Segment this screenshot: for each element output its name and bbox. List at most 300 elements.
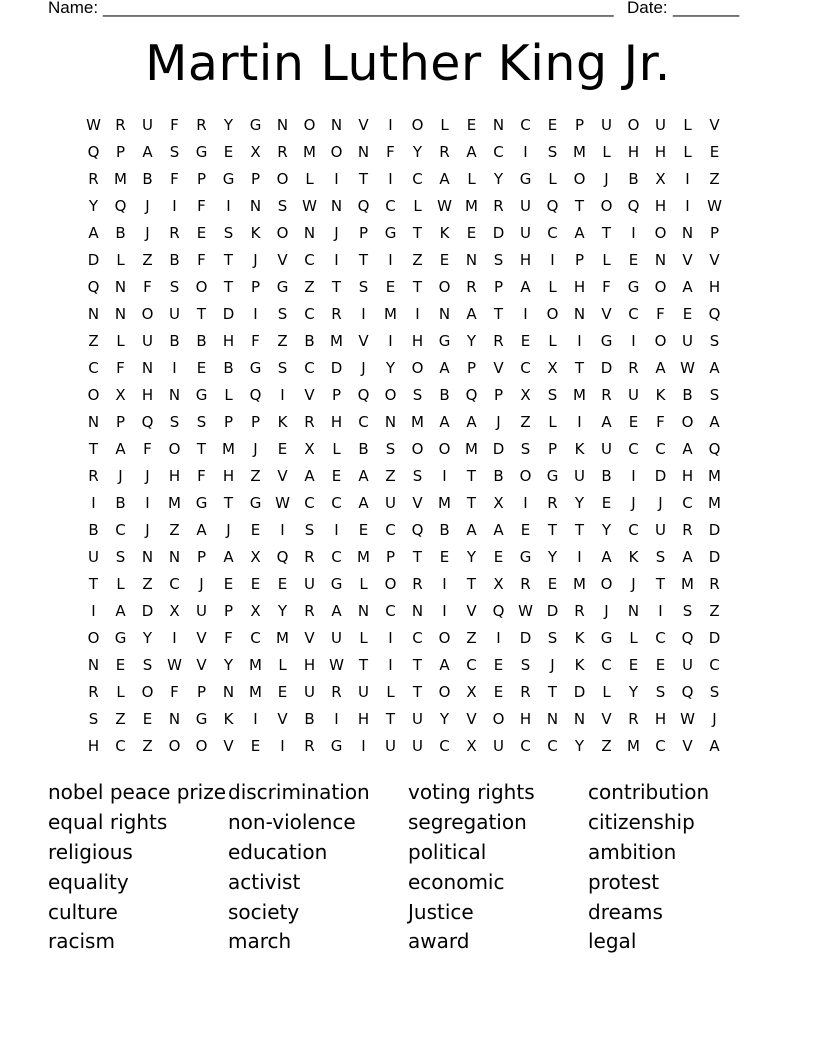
grid-letter[interactable]: Y	[628, 683, 639, 701]
grid-letter[interactable]: N	[141, 548, 154, 566]
grid-letter[interactable]: C	[331, 548, 342, 566]
grid-letter[interactable]: O	[627, 116, 640, 134]
grid-letter[interactable]: U	[493, 737, 504, 755]
grid-letter[interactable]: B	[493, 467, 504, 485]
grid-letter[interactable]: E	[655, 656, 666, 674]
grid-letter[interactable]: V	[466, 710, 477, 728]
grid-letter[interactable]: N	[411, 602, 424, 620]
grid-letter[interactable]: W	[329, 656, 344, 674]
grid-letter[interactable]: L	[359, 575, 368, 593]
grid-letter[interactable]: X	[466, 683, 477, 701]
grid-letter[interactable]: Q	[708, 440, 721, 458]
grid-letter[interactable]: I	[253, 710, 258, 728]
grid-letter[interactable]: D	[222, 305, 235, 323]
grid-letter[interactable]: T	[412, 548, 423, 566]
grid-letter[interactable]: R	[439, 143, 450, 161]
grid-letter[interactable]: B	[88, 521, 99, 539]
grid-letter[interactable]: E	[628, 656, 639, 674]
grid-letter[interactable]: G	[195, 494, 208, 512]
grid-letter[interactable]: H	[708, 278, 721, 296]
grid-letter[interactable]: Z	[304, 278, 315, 296]
grid-letter[interactable]: E	[358, 521, 369, 539]
grid-letter[interactable]: V	[223, 737, 234, 755]
grid-letter[interactable]: U	[88, 548, 99, 566]
grid-letter[interactable]: A	[358, 494, 369, 512]
grid-letter[interactable]: O	[411, 359, 424, 377]
grid-letter[interactable]: M	[573, 143, 586, 161]
grid-letter[interactable]: F	[602, 278, 611, 296]
grid-letter[interactable]: R	[304, 413, 315, 431]
grid-letter[interactable]: O	[303, 116, 316, 134]
grid-letter[interactable]: H	[654, 710, 667, 728]
grid-letter[interactable]: U	[574, 467, 585, 485]
grid-letter[interactable]: I	[577, 332, 582, 350]
grid-letter[interactable]: L	[359, 629, 368, 647]
grid-letter[interactable]: N	[465, 251, 478, 269]
grid-letter[interactable]: N	[168, 386, 181, 404]
grid-letter[interactable]: N	[681, 224, 694, 242]
grid-letter[interactable]: I	[145, 494, 150, 512]
grid-letter[interactable]: W	[707, 197, 722, 215]
grid-letter[interactable]: I	[280, 737, 285, 755]
grid-letter[interactable]: V	[412, 494, 423, 512]
grid-letter[interactable]: I	[361, 305, 366, 323]
grid-letter[interactable]: R	[88, 683, 99, 701]
grid-letter[interactable]: K	[439, 224, 450, 242]
grid-letter[interactable]: T	[358, 170, 369, 188]
grid-letter[interactable]: G	[195, 143, 208, 161]
grid-letter[interactable]: U	[655, 521, 666, 539]
grid-letter[interactable]: M	[681, 575, 694, 593]
grid-letter[interactable]: T	[412, 656, 423, 674]
grid-letter[interactable]: S	[412, 467, 423, 485]
grid-letter[interactable]: P	[196, 548, 207, 566]
grid-letter[interactable]: O	[411, 440, 424, 458]
grid-letter[interactable]: J	[631, 494, 636, 512]
grid-letter[interactable]: Q	[141, 413, 154, 431]
grid-letter[interactable]: E	[547, 116, 558, 134]
grid-letter[interactable]: A	[493, 521, 504, 539]
grid-letter[interactable]: C	[115, 521, 126, 539]
grid-letter[interactable]: G	[438, 332, 451, 350]
grid-letter[interactable]: Z	[412, 251, 423, 269]
grid-letter[interactable]: E	[520, 521, 531, 539]
grid-letter[interactable]: R	[628, 710, 639, 728]
grid-letter[interactable]: S	[277, 197, 288, 215]
grid-letter[interactable]: Y	[574, 737, 585, 755]
grid-letter[interactable]: A	[115, 440, 126, 458]
grid-letter[interactable]: U	[601, 116, 612, 134]
grid-letter[interactable]: W	[167, 656, 182, 674]
grid-letter[interactable]: G	[600, 332, 613, 350]
grid-letter[interactable]: I	[388, 629, 393, 647]
grid-letter[interactable]: G	[249, 116, 262, 134]
grid-letter[interactable]: T	[223, 278, 234, 296]
grid-letter[interactable]: K	[574, 440, 585, 458]
grid-letter[interactable]: S	[223, 224, 234, 242]
grid-letter[interactable]: I	[631, 332, 636, 350]
grid-letter[interactable]: S	[169, 143, 180, 161]
grid-letter[interactable]: M	[573, 575, 586, 593]
grid-letter[interactable]: H	[222, 467, 235, 485]
grid-letter[interactable]: M	[627, 737, 640, 755]
grid-letter[interactable]: Q	[492, 602, 505, 620]
grid-letter[interactable]: H	[168, 467, 181, 485]
grid-letter[interactable]: A	[709, 359, 720, 377]
grid-letter[interactable]: G	[627, 278, 640, 296]
grid-letter[interactable]: A	[466, 413, 477, 431]
grid-letter[interactable]: W	[680, 359, 695, 377]
grid-letter[interactable]: C	[520, 359, 531, 377]
grid-letter[interactable]: M	[303, 143, 316, 161]
grid-letter[interactable]: M	[114, 170, 127, 188]
grid-letter[interactable]: F	[656, 413, 665, 431]
grid-letter[interactable]: F	[116, 359, 125, 377]
grid-letter[interactable]: J	[253, 251, 258, 269]
grid-letter[interactable]: L	[467, 170, 476, 188]
grid-letter[interactable]: I	[280, 386, 285, 404]
grid-letter[interactable]: I	[577, 548, 582, 566]
grid-letter[interactable]: A	[439, 359, 450, 377]
grid-letter[interactable]: I	[172, 197, 177, 215]
grid-letter[interactable]: X	[466, 737, 477, 755]
grid-letter[interactable]: N	[249, 197, 262, 215]
grid-letter[interactable]: S	[196, 413, 207, 431]
grid-letter[interactable]: D	[330, 359, 343, 377]
grid-letter[interactable]: A	[682, 278, 693, 296]
grid-letter[interactable]: T	[574, 521, 585, 539]
grid-letter[interactable]: Q	[114, 197, 127, 215]
grid-letter[interactable]: T	[385, 710, 396, 728]
grid-letter[interactable]: B	[115, 224, 126, 242]
grid-letter[interactable]: R	[304, 602, 315, 620]
grid-letter[interactable]: S	[520, 656, 531, 674]
grid-letter[interactable]: Q	[87, 143, 100, 161]
grid-letter[interactable]: G	[546, 467, 559, 485]
grid-letter[interactable]: C	[520, 116, 531, 134]
grid-letter[interactable]: Z	[169, 521, 180, 539]
grid-letter[interactable]: E	[547, 575, 558, 593]
grid-letter[interactable]: F	[251, 332, 260, 350]
grid-letter[interactable]: B	[304, 710, 315, 728]
grid-letter[interactable]: L	[386, 683, 395, 701]
grid-letter[interactable]: S	[547, 629, 558, 647]
grid-letter[interactable]: N	[87, 656, 100, 674]
grid-letter[interactable]: C	[601, 656, 612, 674]
grid-letter[interactable]: I	[550, 251, 555, 269]
grid-letter[interactable]: G	[384, 224, 397, 242]
grid-letter[interactable]: Y	[439, 710, 450, 728]
grid-letter[interactable]: P	[358, 224, 369, 242]
grid-letter[interactable]: P	[466, 359, 477, 377]
grid-letter[interactable]: Y	[466, 332, 477, 350]
grid-letter[interactable]: U	[196, 602, 207, 620]
grid-letter[interactable]: S	[115, 548, 126, 566]
grid-letter[interactable]: U	[655, 116, 666, 134]
grid-letter[interactable]: F	[170, 170, 179, 188]
grid-letter[interactable]: B	[439, 386, 450, 404]
grid-letter[interactable]: U	[412, 737, 423, 755]
grid-letter[interactable]: K	[250, 224, 261, 242]
grid-letter[interactable]: C	[304, 359, 315, 377]
grid-letter[interactable]: U	[412, 710, 423, 728]
grid-letter[interactable]: L	[602, 251, 611, 269]
grid-letter[interactable]: I	[523, 143, 528, 161]
grid-letter[interactable]: P	[196, 683, 207, 701]
grid-letter[interactable]: S	[412, 386, 423, 404]
grid-letter[interactable]: I	[226, 197, 231, 215]
grid-letter[interactable]: U	[142, 116, 153, 134]
grid-letter[interactable]: M	[438, 494, 451, 512]
grid-letter[interactable]: X	[304, 440, 315, 458]
grid-letter[interactable]: X	[547, 359, 558, 377]
grid-letter[interactable]: J	[550, 656, 555, 674]
grid-letter[interactable]: N	[141, 359, 154, 377]
grid-letter[interactable]: O	[600, 575, 613, 593]
grid-letter[interactable]: V	[196, 656, 207, 674]
grid-letter[interactable]: R	[331, 305, 342, 323]
grid-letter[interactable]: Z	[520, 413, 531, 431]
grid-letter[interactable]: G	[276, 278, 289, 296]
grid-letter[interactable]: C	[331, 494, 342, 512]
grid-letter[interactable]: O	[681, 413, 694, 431]
grid-letter[interactable]: R	[574, 602, 585, 620]
grid-letter[interactable]: B	[196, 332, 207, 350]
grid-letter[interactable]: E	[196, 359, 207, 377]
grid-letter[interactable]: I	[577, 413, 582, 431]
grid-letter[interactable]: I	[91, 602, 96, 620]
grid-letter[interactable]: C	[493, 143, 504, 161]
grid-letter[interactable]: J	[199, 575, 204, 593]
grid-letter[interactable]: R	[196, 116, 207, 134]
grid-letter[interactable]: O	[195, 737, 208, 755]
grid-letter[interactable]: Z	[709, 170, 720, 188]
grid-letter[interactable]: R	[493, 332, 504, 350]
grid-letter[interactable]: N	[627, 602, 640, 620]
grid-letter[interactable]: L	[683, 143, 692, 161]
grid-letter[interactable]: S	[682, 602, 693, 620]
grid-letter[interactable]: Z	[709, 602, 720, 620]
grid-letter[interactable]: M	[573, 386, 586, 404]
grid-letter[interactable]: L	[332, 440, 341, 458]
grid-letter[interactable]: A	[358, 467, 369, 485]
grid-letter[interactable]: O	[654, 278, 667, 296]
grid-letter[interactable]: E	[277, 440, 288, 458]
grid-letter[interactable]: D	[654, 467, 667, 485]
grid-letter[interactable]: K	[655, 386, 666, 404]
grid-letter[interactable]: A	[601, 548, 612, 566]
grid-letter[interactable]: C	[628, 440, 639, 458]
grid-letter[interactable]: D	[519, 629, 532, 647]
grid-letter[interactable]: A	[466, 143, 477, 161]
grid-letter[interactable]: S	[385, 440, 396, 458]
grid-letter[interactable]: S	[169, 278, 180, 296]
grid-letter[interactable]: O	[492, 710, 505, 728]
grid-letter[interactable]: P	[331, 386, 342, 404]
grid-letter[interactable]: I	[253, 305, 258, 323]
grid-letter[interactable]: C	[412, 629, 423, 647]
grid-letter[interactable]: E	[601, 494, 612, 512]
grid-letter[interactable]: K	[628, 548, 639, 566]
grid-letter[interactable]: C	[682, 494, 693, 512]
grid-letter[interactable]: S	[709, 386, 720, 404]
grid-letter[interactable]: N	[654, 251, 667, 269]
grid-letter[interactable]: Z	[142, 575, 153, 593]
grid-letter[interactable]: G	[519, 170, 532, 188]
grid-letter[interactable]: N	[276, 116, 289, 134]
grid-letter[interactable]: S	[655, 548, 666, 566]
grid-letter[interactable]: P	[223, 413, 234, 431]
grid-letter[interactable]: O	[654, 332, 667, 350]
grid-letter[interactable]: H	[573, 278, 586, 296]
grid-letter[interactable]: C	[115, 737, 126, 755]
grid-letter[interactable]: T	[466, 494, 477, 512]
grid-letter[interactable]: O	[519, 467, 532, 485]
grid-letter[interactable]: U	[142, 332, 153, 350]
grid-letter[interactable]: G	[600, 629, 613, 647]
grid-letter[interactable]: D	[708, 548, 721, 566]
grid-letter[interactable]: O	[438, 278, 451, 296]
grid-letter[interactable]: T	[223, 494, 234, 512]
grid-letter[interactable]: H	[519, 251, 532, 269]
grid-letter[interactable]: R	[115, 116, 126, 134]
grid-letter[interactable]: Q	[411, 521, 424, 539]
grid-letter[interactable]: R	[709, 575, 720, 593]
grid-letter[interactable]: H	[222, 332, 235, 350]
grid-letter[interactable]: I	[334, 251, 339, 269]
grid-letter[interactable]: M	[384, 305, 397, 323]
grid-letter[interactable]: L	[305, 170, 314, 188]
grid-letter[interactable]: B	[682, 386, 693, 404]
grid-letter[interactable]: A	[655, 359, 666, 377]
grid-letter[interactable]: T	[547, 683, 558, 701]
grid-letter[interactable]: S	[358, 278, 369, 296]
grid-letter[interactable]: T	[412, 683, 423, 701]
grid-letter[interactable]: C	[655, 629, 666, 647]
grid-letter[interactable]: L	[116, 332, 125, 350]
grid-letter[interactable]: G	[330, 575, 343, 593]
grid-letter[interactable]: P	[385, 548, 396, 566]
grid-letter[interactable]: C	[304, 251, 315, 269]
grid-letter[interactable]: A	[709, 737, 720, 755]
grid-letter[interactable]: V	[466, 602, 477, 620]
grid-letter[interactable]: Y	[574, 494, 585, 512]
grid-letter[interactable]: R	[304, 548, 315, 566]
grid-letter[interactable]: T	[574, 197, 585, 215]
grid-letter[interactable]: J	[145, 197, 150, 215]
grid-letter[interactable]: F	[656, 305, 665, 323]
grid-letter[interactable]: I	[334, 521, 339, 539]
grid-letter[interactable]: I	[91, 494, 96, 512]
grid-letter[interactable]: F	[197, 251, 206, 269]
grid-letter[interactable]: X	[655, 170, 666, 188]
grid-letter[interactable]: O	[654, 224, 667, 242]
grid-letter[interactable]: M	[249, 683, 262, 701]
grid-letter[interactable]: C	[628, 305, 639, 323]
grid-letter[interactable]: C	[169, 575, 180, 593]
grid-letter[interactable]: Y	[493, 170, 504, 188]
grid-letter[interactable]: Q	[681, 629, 694, 647]
grid-letter[interactable]: E	[250, 521, 261, 539]
grid-letter[interactable]: O	[168, 440, 181, 458]
grid-letter[interactable]: A	[466, 305, 477, 323]
grid-letter[interactable]: V	[304, 629, 315, 647]
grid-letter[interactable]: T	[493, 305, 504, 323]
grid-letter[interactable]: X	[520, 386, 531, 404]
grid-letter[interactable]: T	[655, 575, 666, 593]
grid-letter[interactable]: Y	[466, 548, 477, 566]
grid-letter[interactable]: T	[412, 224, 423, 242]
grid-letter[interactable]: N	[438, 305, 451, 323]
grid-letter[interactable]: P	[574, 251, 585, 269]
grid-letter[interactable]: S	[277, 359, 288, 377]
grid-letter[interactable]: E	[115, 656, 126, 674]
grid-letter[interactable]: A	[709, 413, 720, 431]
grid-letter[interactable]: Q	[465, 386, 478, 404]
grid-letter[interactable]: O	[276, 170, 289, 188]
grid-letter[interactable]: M	[411, 413, 424, 431]
grid-letter[interactable]: I	[685, 197, 690, 215]
grid-letter[interactable]: C	[466, 656, 477, 674]
grid-letter[interactable]: J	[658, 494, 663, 512]
grid-letter[interactable]: R	[412, 575, 423, 593]
grid-letter[interactable]: Y	[601, 521, 612, 539]
grid-letter[interactable]: N	[357, 143, 370, 161]
grid-letter[interactable]: M	[249, 656, 262, 674]
grid-letter[interactable]: I	[172, 629, 177, 647]
grid-letter[interactable]: N	[573, 710, 586, 728]
grid-letter[interactable]: A	[439, 170, 450, 188]
grid-letter[interactable]: E	[223, 575, 234, 593]
grid-letter[interactable]: G	[195, 710, 208, 728]
grid-letter[interactable]: Y	[277, 602, 288, 620]
grid-letter[interactable]: U	[628, 386, 639, 404]
grid-letter[interactable]: S	[169, 413, 180, 431]
grid-letter[interactable]: H	[141, 386, 154, 404]
grid-letter[interactable]: D	[708, 521, 721, 539]
grid-letter[interactable]: Z	[142, 737, 153, 755]
grid-letter[interactable]: B	[601, 467, 612, 485]
grid-letter[interactable]: O	[141, 305, 154, 323]
grid-letter[interactable]: Z	[142, 251, 153, 269]
grid-letter[interactable]: U	[520, 224, 531, 242]
grid-letter[interactable]: C	[655, 737, 666, 755]
grid-letter[interactable]: M	[330, 332, 343, 350]
grid-letter[interactable]: Z	[115, 710, 126, 728]
grid-letter[interactable]: G	[222, 170, 235, 188]
grid-letter[interactable]: A	[88, 224, 99, 242]
grid-letter[interactable]: I	[442, 575, 447, 593]
grid-letter[interactable]: Z	[88, 332, 99, 350]
grid-letter[interactable]: L	[602, 143, 611, 161]
grid-letter[interactable]: B	[142, 170, 153, 188]
grid-letter[interactable]: W	[680, 710, 695, 728]
grid-letter[interactable]: I	[523, 494, 528, 512]
grid-letter[interactable]: N	[384, 413, 397, 431]
grid-letter[interactable]: O	[195, 278, 208, 296]
grid-letter[interactable]: T	[547, 521, 558, 539]
grid-letter[interactable]: S	[520, 440, 531, 458]
grid-letter[interactable]: I	[442, 602, 447, 620]
grid-letter[interactable]: E	[628, 413, 639, 431]
grid-letter[interactable]: X	[250, 548, 261, 566]
grid-letter[interactable]: P	[115, 413, 126, 431]
grid-letter[interactable]: R	[493, 197, 504, 215]
grid-letter[interactable]: A	[196, 521, 207, 539]
grid-letter[interactable]: J	[631, 575, 636, 593]
grid-letter[interactable]: V	[601, 710, 612, 728]
grid-letter[interactable]: Q	[627, 197, 640, 215]
